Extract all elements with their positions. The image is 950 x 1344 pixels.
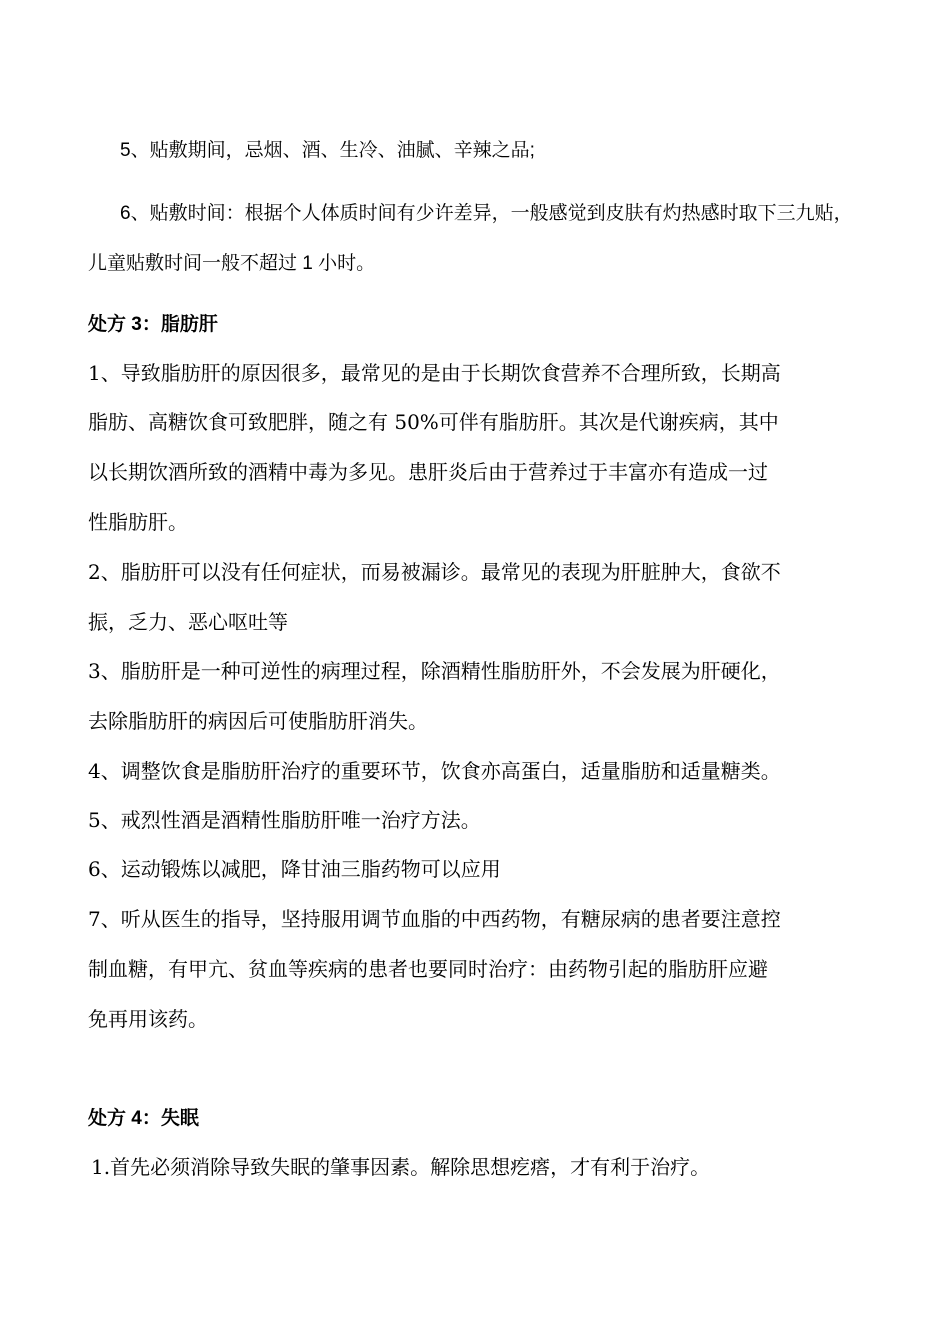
section3-line: 1、导致脂肪肝的原因很多，最常见的是由于长期饮食营养不合理所致，长期高 bbox=[88, 361, 781, 385]
section3-line: 7、听从医生的指导，坚持服用调节血脂的中西药物，有糖尿病的患者要注意控 bbox=[88, 907, 781, 931]
section-heading-fatty-liver: 处方 3：脂肪肝 bbox=[88, 314, 218, 335]
section3-line: 性脂肪肝。 bbox=[88, 510, 188, 534]
section-heading-insomnia: 处方 4：失眠 bbox=[88, 1108, 199, 1129]
section3-line: 5、戒烈性酒是酒精性脂肪肝唯一治疗方法。 bbox=[88, 808, 481, 832]
section3-line: 脂肪、高糖饮食可致肥胖，随之有 50%可伴有脂肪肝。其次是代谢疾病，其中 bbox=[88, 410, 779, 434]
section3-line: 振，乏力、恶心呕吐等 bbox=[88, 610, 288, 634]
section3-line: 制血糖，有甲亢、贫血等疾病的患者也要同时治疗：由药物引起的脂肪肝应避 bbox=[88, 957, 768, 981]
section3-line: 免再用该药。 bbox=[88, 1007, 208, 1031]
paragraph-item-5: 5、贴敷期间，忌烟、酒、生冷、油腻、辛辣之品; bbox=[120, 140, 535, 161]
section3-line: 3、脂肪肝是一种可逆性的病理过程，除酒精性脂肪肝外，不会发展为肝硬化， bbox=[88, 659, 781, 683]
section3-line: 6、运动锻炼以减肥，降甘油三脂药物可以应用 bbox=[88, 857, 501, 881]
section3-line: 4、调整饮食是脂肪肝治疗的重要环节，饮食亦高蛋白，适量脂肪和适量糖类。 bbox=[88, 759, 781, 783]
paragraph-item-6: 6、贴敷时间：根据个人体质时间有少许差异，一般感觉到皮肤有灼热感时取下三九贴， bbox=[120, 203, 853, 224]
section3-line: 去除脂肪肝的病因后可使脂肪肝消失。 bbox=[88, 709, 428, 733]
section4-line: 1.首先必须消除导致失眠的肇事因素。解除思想疙瘩，才有利于治疗。 bbox=[91, 1155, 711, 1179]
section3-line: 2、脂肪肝可以没有任何症状，而易被漏诊。最常见的表现为肝脏肿大，食欲不 bbox=[88, 560, 781, 584]
paragraph-item-6-continued: 儿童贴敷时间一般不超过 1 小时。 bbox=[88, 253, 376, 274]
section3-line: 以长期饮酒所致的酒精中毒为多见。患肝炎后由于营养过于丰富亦有造成一过 bbox=[88, 460, 768, 484]
